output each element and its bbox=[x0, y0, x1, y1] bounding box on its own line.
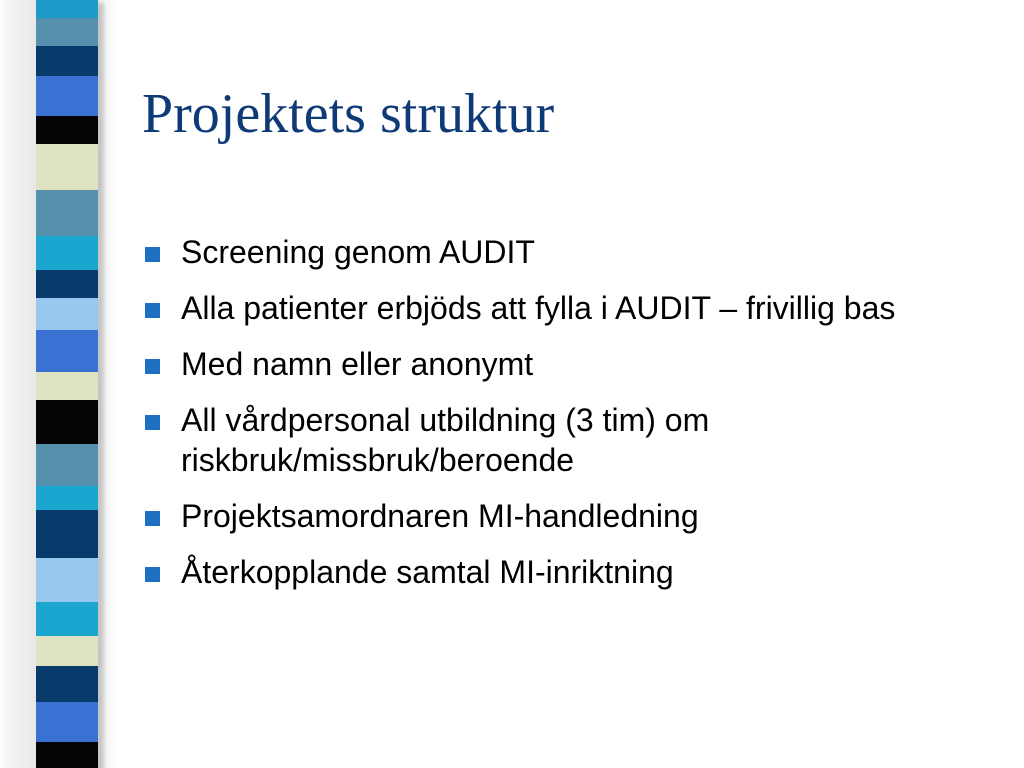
decorative-stripe bbox=[36, 76, 98, 116]
bullet-text: Projektsamordnaren MI-handledning bbox=[181, 498, 699, 534]
decorative-stripe bbox=[36, 236, 98, 270]
decorative-stripe bbox=[36, 190, 98, 236]
square-bullet-icon bbox=[145, 303, 160, 318]
bullet-item bbox=[144, 400, 904, 480]
decorative-stripe bbox=[36, 116, 98, 144]
square-bullet-icon bbox=[145, 247, 160, 262]
bullet-text: Med namn eller anonymt bbox=[181, 346, 534, 382]
square-bullet-icon bbox=[145, 567, 160, 582]
bullet-item bbox=[144, 496, 904, 536]
decorative-stripe bbox=[36, 0, 98, 18]
decorative-stripe bbox=[36, 372, 98, 400]
square-bullet-icon bbox=[145, 359, 160, 374]
decorative-stripe bbox=[36, 558, 98, 602]
slide-title: Projektets struktur bbox=[142, 83, 555, 145]
decorative-stripe bbox=[36, 298, 98, 330]
square-bullet-icon bbox=[145, 511, 160, 526]
bullet-text: Screening genom AUDIT bbox=[181, 234, 535, 270]
decorative-stripe bbox=[36, 18, 98, 46]
bullet-text: Återkopplande samtal MI-inriktning bbox=[181, 554, 674, 590]
decorative-stripe bbox=[36, 46, 98, 76]
decorative-stripe bbox=[36, 702, 98, 742]
decorative-stripe bbox=[36, 270, 98, 298]
bullet-item bbox=[144, 552, 904, 592]
decorative-stripe-bar bbox=[0, 0, 118, 768]
decorative-stripe bbox=[36, 444, 98, 486]
decorative-stripe bbox=[36, 400, 98, 444]
decorative-stripe bbox=[36, 636, 98, 666]
decorative-stripe bbox=[36, 144, 98, 190]
stripe-column bbox=[36, 0, 98, 768]
bullet-item bbox=[144, 232, 904, 272]
bullet-text: All vårdpersonal utbildning (3 tim) om riskbruk/missbruk/beroende bbox=[181, 402, 710, 478]
bullet-text: Alla patienter erbjöds att fylla i AUDIT – frivillig bas bbox=[181, 290, 896, 326]
bullet-item bbox=[144, 344, 904, 384]
decorative-stripe bbox=[36, 602, 98, 636]
decorative-stripe bbox=[36, 330, 98, 372]
decorative-stripe bbox=[36, 742, 98, 768]
bullet-list bbox=[144, 232, 904, 608]
decorative-stripe bbox=[36, 486, 98, 510]
decorative-stripe bbox=[36, 510, 98, 558]
decorative-stripe bbox=[36, 666, 98, 702]
bullet-item bbox=[144, 288, 904, 328]
square-bullet-icon bbox=[145, 415, 160, 430]
